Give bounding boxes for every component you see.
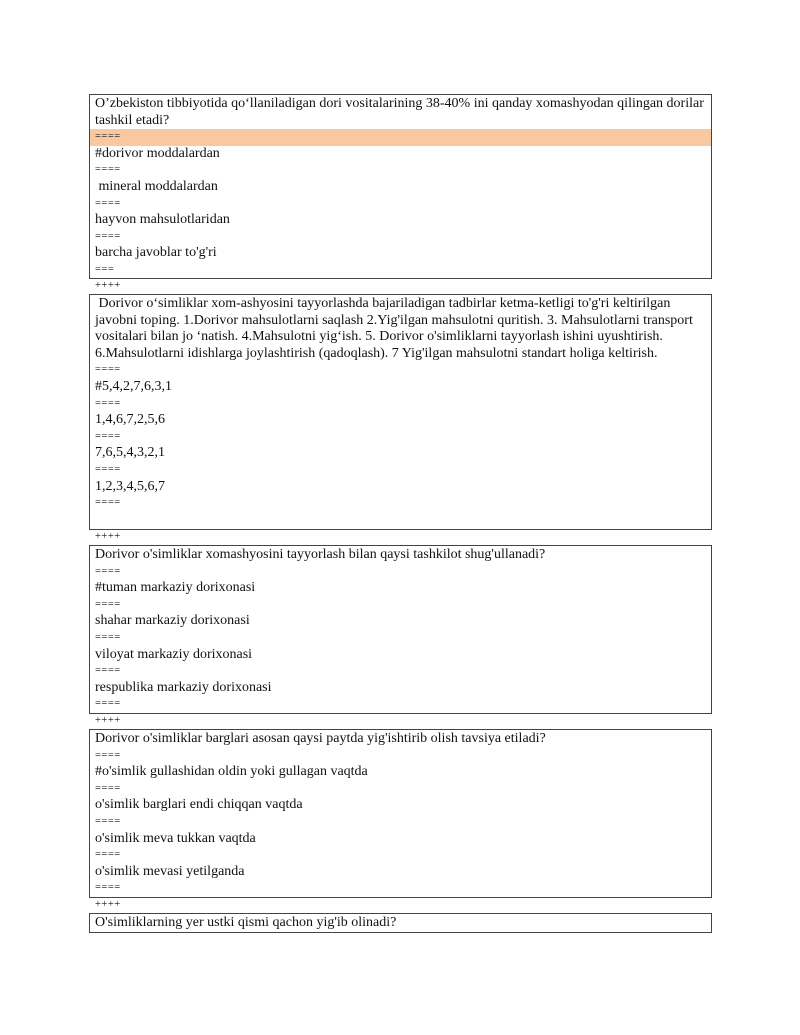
separator: ==== <box>95 882 121 894</box>
separator: ==== <box>95 782 121 794</box>
block-end-marker: ++++ <box>95 280 121 291</box>
answer-option: barcha javoblar to'g'ri <box>95 245 217 261</box>
separator-highlighted: ==== <box>90 129 711 146</box>
question-block-3 <box>89 545 712 714</box>
question-text: O'simliklarning yer ustki qismi qachon yig'ib olinadi? <box>95 915 397 930</box>
separator: ==== <box>95 749 121 761</box>
block-end-marker: ++++ <box>95 531 121 542</box>
separator: ==== <box>95 463 121 475</box>
answer-option: viloyat markaziy dorixonasi <box>95 646 253 662</box>
separator: ==== <box>95 665 121 677</box>
separator: ==== <box>95 598 121 610</box>
answer-option: mineral moddalardan <box>95 178 218 194</box>
block-end-marker: ++++ <box>95 899 121 910</box>
separator: ==== <box>95 197 121 209</box>
separator: ==== <box>95 565 121 577</box>
answer-option: #5,4,2,7,6,3,1 <box>95 378 172 394</box>
question-block-5 <box>89 913 712 933</box>
answer-option: o'simlik meva tukkan vaqtda <box>95 830 256 846</box>
answer-option: o'simlik mevasi yetilganda <box>95 863 245 879</box>
separator: ==== <box>95 631 121 643</box>
answer-option: 1,2,3,4,5,6,7 <box>95 478 165 494</box>
answer-option: 7,6,5,4,3,2,1 <box>95 445 165 461</box>
question-text: Dorivor o'simliklar xomashyosini tayyorlash bilan qaysi tashkilot shug'ullanadi? <box>95 547 546 562</box>
answer-option: o'simlik barglari endi chiqqan vaqtda <box>95 797 303 813</box>
separator: ==== <box>95 815 121 827</box>
separator: ==== <box>95 430 121 442</box>
question-block-2 <box>89 294 712 530</box>
answer-option: hayvon mahsulotlaridan <box>95 212 230 228</box>
answer-option: #tuman markaziy dorixonasi <box>95 580 256 596</box>
separator: ==== <box>95 397 121 409</box>
separator: ==== <box>95 164 121 176</box>
answer-option: 1,4,6,7,2,5,6 <box>95 412 165 428</box>
question-text: O’zbekiston tibbiyotida qo‘llaniladigan dori vositalarining 38-40% ini qanday xomashyodan qilingan dorilar tashkil etadi? <box>95 96 704 128</box>
answer-option: #dorivor moddalardan <box>95 145 220 161</box>
answer-option: shahar markaziy dorixonasi <box>95 613 250 629</box>
question-block-4 <box>89 729 712 898</box>
answer-option: respublika markaziy dorixonasi <box>95 679 272 695</box>
question-text: Dorivor o‘simliklar xom-ashyosini tayyorlashda bajariladigan tadbirlar ketma-ketligi to'g'ri keltirilgan javobni toping. 1.Dorivor mahsulotlarni saqlash 2.Yig'ilgan mahsulotni quritish. 3. Mahsulotlarni transport vositalari bilan jo ‘natish. 4.Mahsulotni yig‘ish. 5. Dorivor o'simliklarni tayyorlash ishini uyushtirish. 6.Mahsulotlarni idishlarga joylashtirish (qadoqlash). 7 Yig'ilgan mahsulotni standart holiga keltirish. <box>95 296 697 361</box>
separator: ==== <box>95 698 121 710</box>
question-block-1 <box>89 94 712 279</box>
separator: === <box>95 263 115 275</box>
separator: ==== <box>95 364 121 376</box>
separator: ==== <box>95 849 121 861</box>
document-page <box>89 94 712 933</box>
block-end-marker: ++++ <box>95 715 121 726</box>
separator: ==== <box>95 497 121 509</box>
question-text: Dorivor o'simliklar barglari asosan qaysi paytda yig'ishtirib olish tavsiya etiladi? <box>95 731 546 746</box>
answer-option: #o'simlik gullashidan oldin yoki gullagan vaqtda <box>95 764 368 780</box>
separator: ==== <box>95 230 121 242</box>
